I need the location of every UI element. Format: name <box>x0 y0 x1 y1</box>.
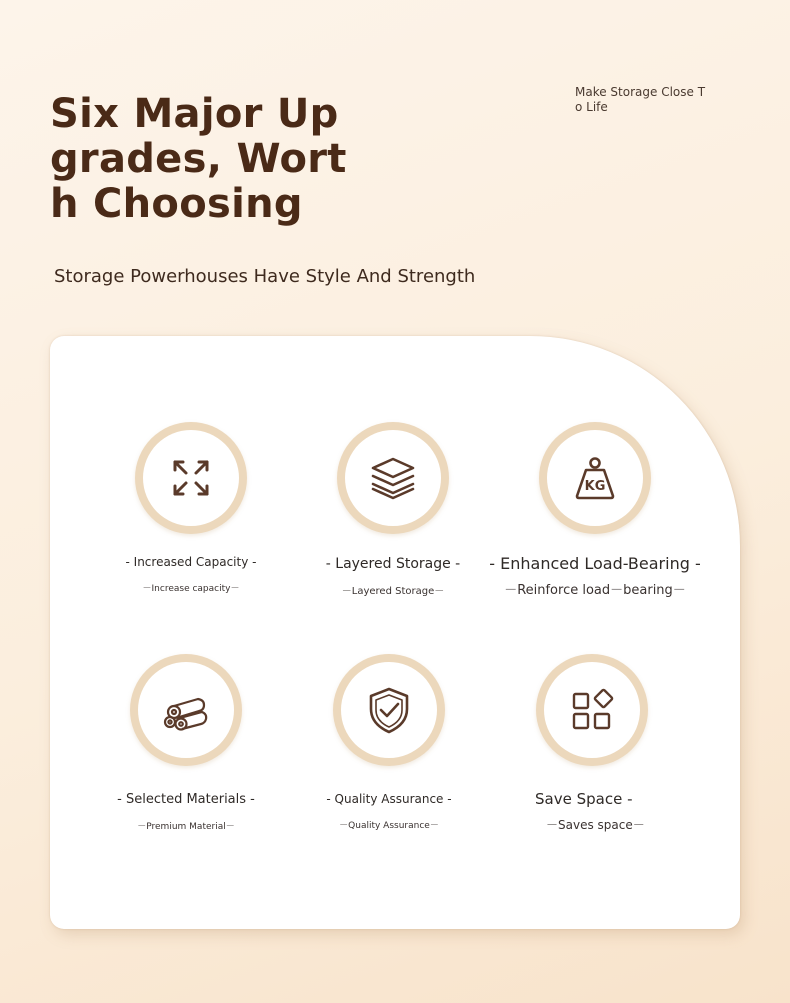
icon-ring <box>130 654 242 766</box>
subheadline: Storage Powerhouses Have Style And Strength <box>54 266 476 287</box>
feature-sublabel: －Saves space－ <box>546 818 645 832</box>
feature-label: - Increased Capacity - <box>125 555 257 569</box>
feature-label: - Enhanced Load-Bearing - <box>489 554 701 573</box>
feature-increased-capacity <box>81 422 301 594</box>
feature-label: - Quality Assurance - <box>326 792 452 806</box>
kg-weight-icon <box>569 452 621 504</box>
feature-enhanced-load-bearing <box>470 422 720 598</box>
feature-sublabel: －Premium Material－ <box>137 822 235 832</box>
grid-shapes-icon <box>566 684 618 736</box>
headline-line: Six Major Up <box>50 91 339 137</box>
svg-text:KG: KG <box>584 479 606 494</box>
headline <box>50 91 347 227</box>
layers-icon <box>367 452 419 504</box>
feature-sublabel: －Reinforce load－bearing－ <box>504 583 686 598</box>
tagline <box>575 85 715 115</box>
feature-selected-materials <box>76 654 296 832</box>
features-card <box>50 336 740 929</box>
feature-quality-assurance <box>279 654 499 831</box>
shield-check-icon <box>363 684 415 736</box>
icon-ring <box>539 422 651 534</box>
expand-arrows-icon <box>165 452 217 504</box>
feature-save-space <box>482 654 702 833</box>
icon-ring <box>333 654 445 766</box>
feature-label: Save Space - <box>535 790 633 808</box>
icon-ring <box>337 422 449 534</box>
headline-line: h Choosing <box>50 181 303 227</box>
feature-label: - Selected Materials - <box>117 792 255 807</box>
icon-ring <box>135 422 247 534</box>
feature-label: - Layered Storage - <box>325 556 461 572</box>
feature-sublabel: －Layered Storage－ <box>341 586 445 597</box>
icon-ring <box>536 654 648 766</box>
wood-logs-icon <box>160 684 212 736</box>
tagline-line: Make Storage Close T <box>575 85 706 99</box>
feature-sublabel: －Increase capacity－ <box>142 584 240 594</box>
headline-line: grades, Wort <box>50 136 347 182</box>
feature-sublabel: －Quality Assurance－ <box>339 821 439 831</box>
tagline-line: o Life <box>575 100 608 114</box>
